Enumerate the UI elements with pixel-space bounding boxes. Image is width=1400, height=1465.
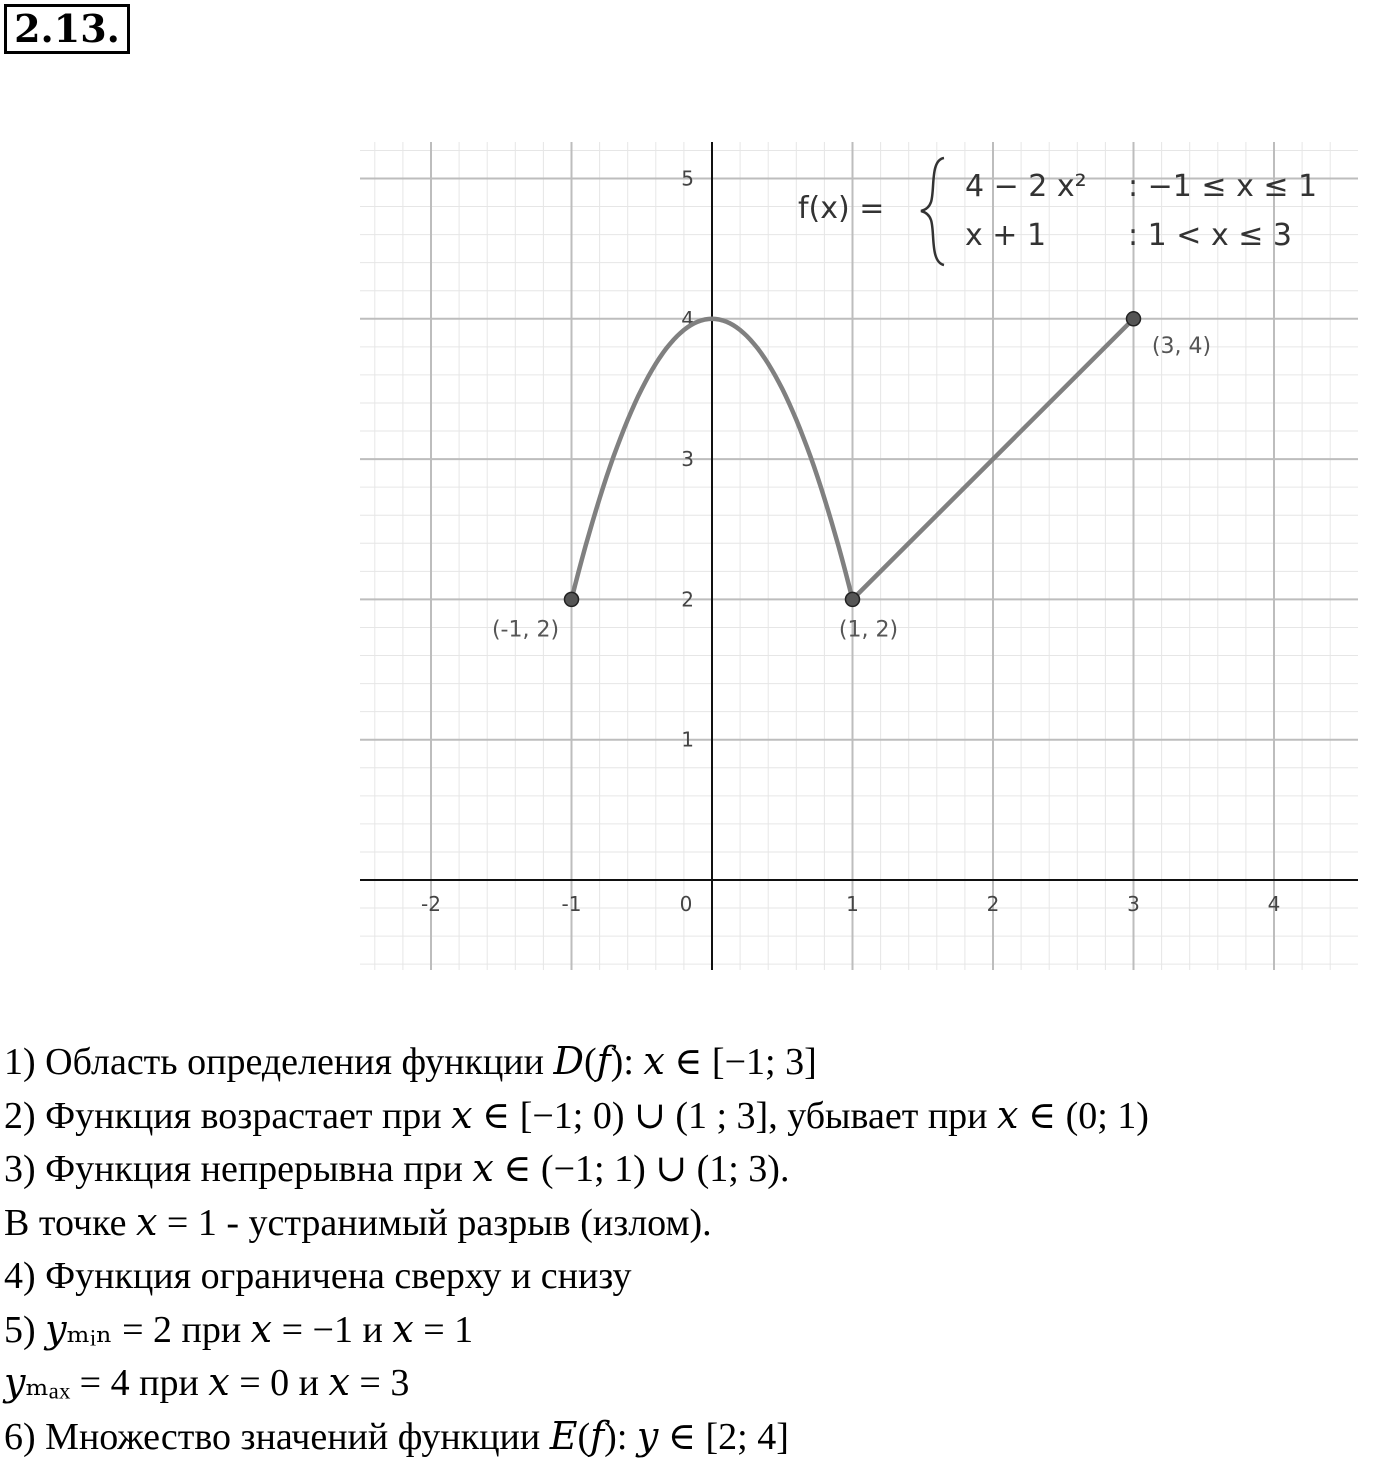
x-tick-label: 0 [679, 892, 693, 916]
x-tick-label: 1 [846, 892, 859, 916]
y-tick-label: 4 [681, 306, 694, 331]
answer-continuity: 3) Функция непрерывна при 𝑥 ∈ (−1; 1) ∪ (1; 3). [4, 1148, 790, 1190]
x-tick-label: -1 [561, 892, 582, 916]
function-formula [798, 158, 1317, 265]
axes [360, 142, 1358, 970]
point-label: (-1, 2) [491, 617, 560, 643]
answer-monotonicity: 2) Функция возрастает при 𝑥 ∈ [−1; 0) ∪ (1 ; 3], убывает при 𝑥 ∈ (0; 1) [4, 1094, 1149, 1137]
formula-case1-expr: 4 − 2 x² [965, 169, 1087, 204]
task-number: 2.13. [4, 4, 130, 54]
point-label: (3, 4) [1151, 333, 1212, 359]
x-tick-label: 2 [986, 892, 1000, 916]
formula-case1-cond: : −1 ≤ x ≤ 1 [1128, 169, 1318, 204]
point-label: (1, 2) [838, 617, 899, 643]
formula-case2-expr: x + 1 [965, 218, 1047, 253]
minor-grid [360, 142, 1358, 970]
endpoint-marker [846, 592, 860, 606]
formula-brace [921, 158, 944, 265]
formula-lhs: f(x) = [798, 191, 885, 226]
x-tick-label: 3 [1127, 892, 1140, 916]
y-tick-label: 2 [681, 587, 694, 612]
tick-labels [421, 167, 1280, 917]
answer-min: 5) 𝑦ₘᵢₙ = 2 при 𝑥 = −1 и 𝑥 = 1 [4, 1308, 474, 1351]
x-tick-label: -2 [421, 892, 441, 916]
answer-domain: 1) Область определения функции 𝐷(𝑓): 𝑥 ∈ [−1; 3] [4, 1041, 817, 1083]
formula-case2-cond: : 1 < x ≤ 3 [1128, 218, 1292, 253]
answer-boundedness: 4) Функция ограничена сверху и снизу [4, 1255, 632, 1297]
answer-range: 6) Множество значений функции 𝐸(𝑓): 𝑦 ∈ [2; 4] [4, 1415, 789, 1458]
y-tick-label: 1 [681, 727, 694, 752]
y-tick-label: 5 [681, 166, 694, 191]
answer-discontinuity: В точке 𝑥 = 1 - устранимый разрыв (излом). [4, 1201, 712, 1244]
endpoint-marker [1127, 312, 1141, 326]
solution-text [4, 1036, 1400, 1464]
x-tick-label: 4 [1267, 892, 1281, 916]
answer-max: 𝑦ₘₐₓ = 4 при 𝑥 = 0 и 𝑥 = 3 [4, 1362, 410, 1404]
endpoint-marker [565, 592, 579, 606]
major-grid [360, 142, 1358, 970]
y-tick-label: 3 [681, 447, 694, 472]
